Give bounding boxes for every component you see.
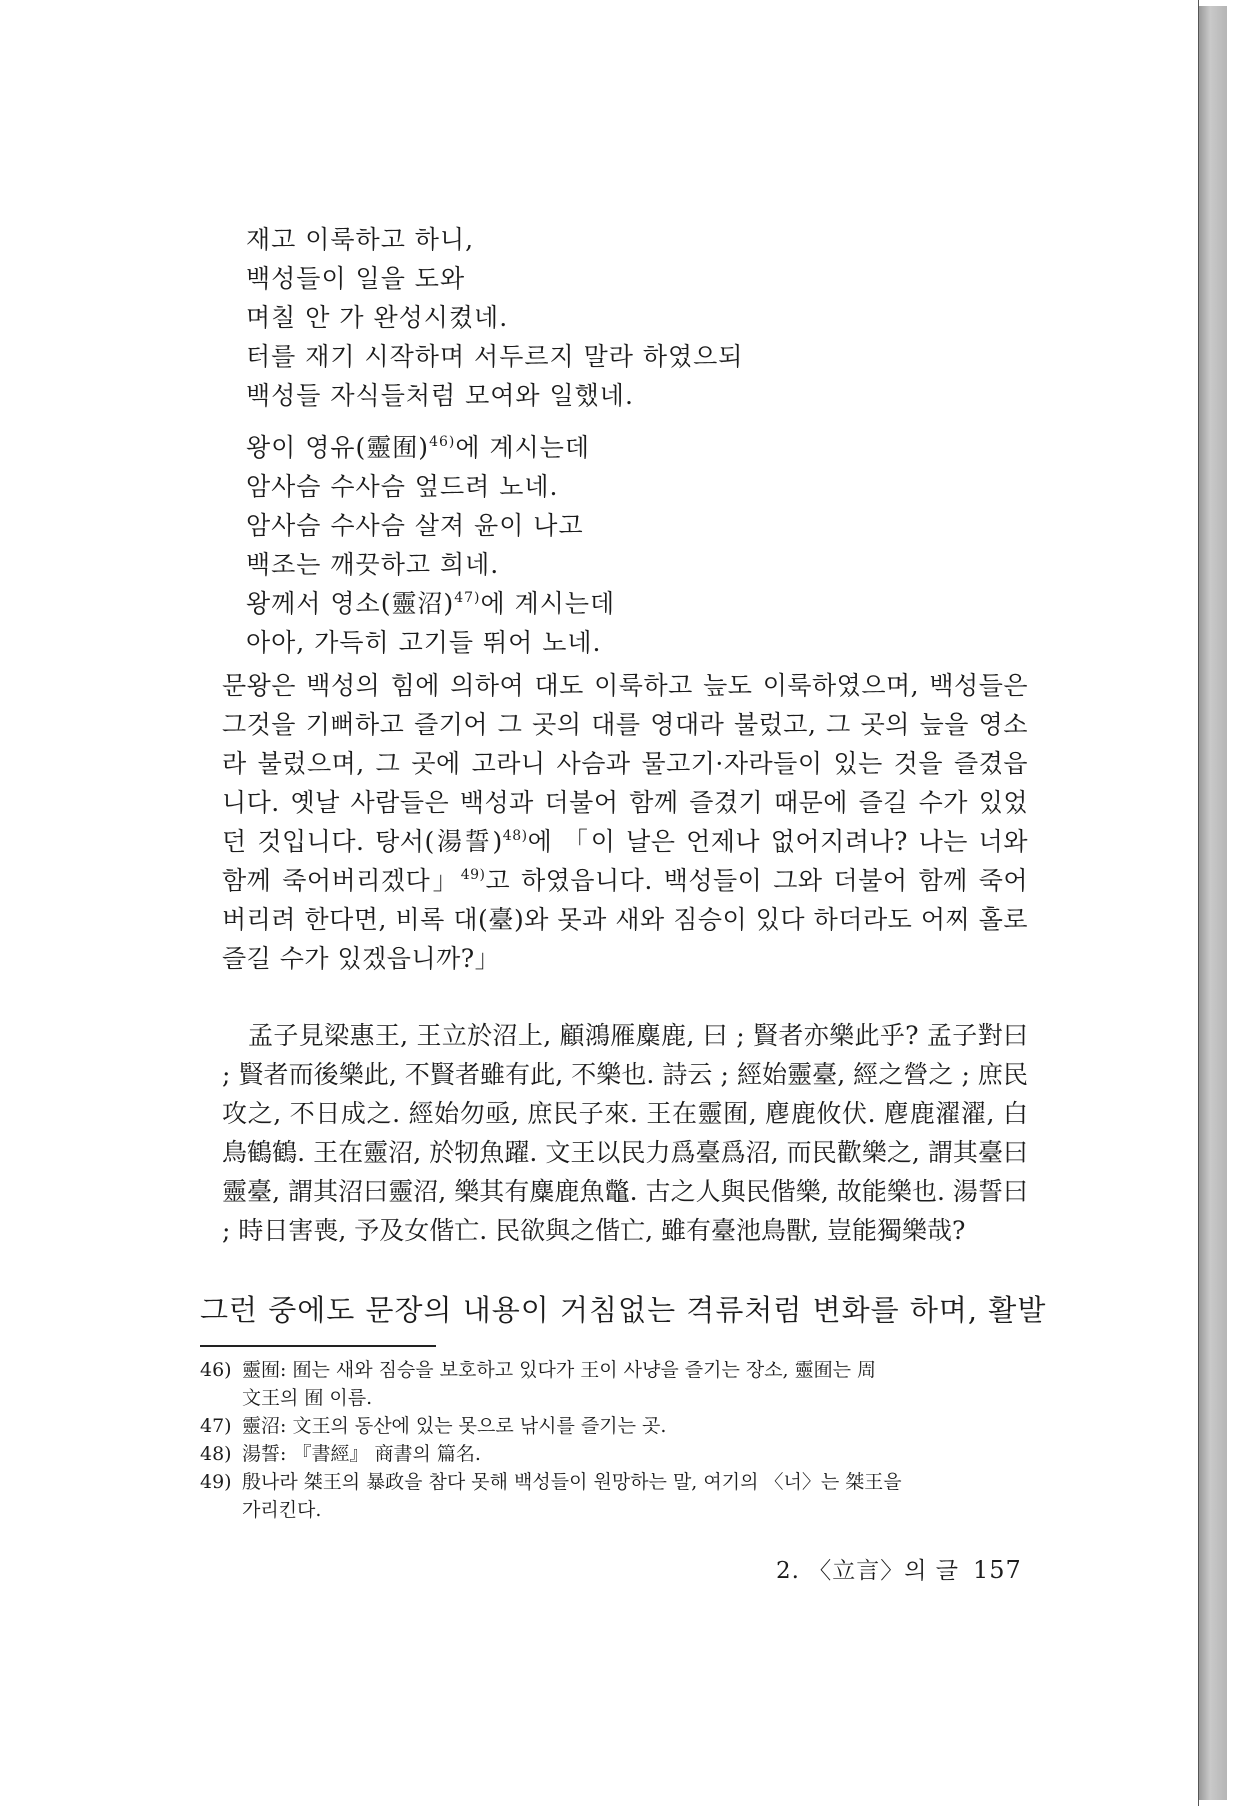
verse-line [246,584,615,623]
footnote-46 [200,1356,1028,1412]
footnote-49 [200,1468,1028,1524]
paragraph-text: 고 하였읍니다. 백성들이 그와 더불어 함께 죽어버리려 한다면, 비록 대(臺)와 못과 새와 짐승이 있다 하더라도 어찌 홀로 즐길 수가 있겠읍니까?」 [222,866,1028,973]
verse-text: 왕이 영유(靈囿) [246,433,430,462]
page-number: 157 [973,1556,1022,1584]
verse-text: 에 계시는데 [480,589,616,618]
verse-line: 백성들이 일을 도와 [246,264,466,293]
footnote-text: 湯誓: 『書經』 商書의 篇名. [242,1443,481,1465]
running-footer [776,1552,1022,1585]
footnote-text: 靈囿: 囿는 새와 짐승을 보호하고 있다가 王이 사냥을 즐기는 장소, 靈囿는 周 [242,1359,877,1381]
footnote-text-cont: 가리킨다. [242,1499,322,1521]
verse-line: 터를 재기 시작하며 서두르지 말라 하였으되 [246,342,744,371]
continuation-line: 그런 중에도 문장의 내용이 거침없는 격류처럼 변화를 하며, 활발 [200,1293,1047,1327]
verse-text: 백조는 깨끗하고 희네. [246,550,500,579]
verse-line: 백성들 자식들처럼 모여와 일했네. [246,381,634,410]
classical-chinese-passage [222,1016,1028,1250]
footnote-ref[interactable]: 49) [460,867,486,883]
footnote-number: 48) [200,1443,232,1465]
verse-block-2 [246,428,615,662]
verse-line [246,545,615,584]
footnote-48 [200,1440,1028,1468]
verse-line [246,506,615,545]
verse-line [246,623,615,662]
footnote-number: 47) [200,1415,232,1437]
footnote-ref[interactable]: 47) [454,590,481,606]
verse-text: 왕께서 영소(靈沼) [246,589,455,618]
verse-text: 암사슴 수사슴 엎드려 노네. [246,472,559,501]
verse-text: 암사슴 수사슴 살져 윤이 나고 [246,511,584,540]
footnote-47 [200,1412,1028,1440]
verse-block-1 [246,220,743,415]
verse-text: 아아, 가득히 고기들 뛰어 노네. [246,628,602,657]
chapter-title: 2. 〈立言〉의 글 [776,1558,960,1584]
footnote-number: 46) [200,1359,232,1381]
paragraph-text: 에 「이 날은 언제나 없어지려나? 나는 너와 함께 죽어버리겠다」 [222,827,1028,895]
footnote-ref[interactable]: 46) [429,434,456,450]
translation-paragraph [222,666,1028,978]
verse-line: 재고 이룩하고 하니, [246,225,475,254]
footnote-ref[interactable]: 48) [502,828,528,844]
footnote-number: 49) [200,1471,232,1493]
footnote-text: 殷나라 桀王의 暴政을 참다 못해 백성들이 원망하는 말, 여기의 〈너〉는 桀王을 [242,1471,902,1493]
footnote-divider [200,1345,436,1347]
classical-text: 孟子見梁惠王, 王立於沼上, 顧鴻雁麋鹿, 曰 ; 賢者亦樂此乎? 孟子對曰 ; 賢者而後樂此, 不賢者雖有此, 不樂也. 詩云 ; 經始靈臺, 經之營之 ; 庶民攻之, 不日成之. 經始勿亟, 庶民子來. 王在靈囿, 麀鹿攸伏. 麀鹿濯濯, 白鳥鶴鶴. 王在靈沼, 於牣魚躍. 文王以民力爲臺爲沼, 而民歡樂之, 謂其臺曰靈臺, 謂其沼曰靈沼, 樂其有麋鹿魚鼈. 古之人與民偕樂, 故能樂也. 湯誓曰 ; 時日害喪, 予及女偕亡. 民欲與之偕亡, 雖有臺池鳥獸, 豈能獨樂哉? [222,1021,1028,1245]
footnote-text: 靈沼: 文王의 동산에 있는 못으로 낚시를 즐기는 곳. [242,1415,667,1437]
book-edge-shadow [1198,6,1227,1800]
verse-line: 며칠 안 가 완성시켰네. [246,303,509,332]
verse-line [246,467,615,506]
verse-text: 에 계시는데 [455,433,591,462]
footnote-text-cont: 文王의 囿 이름. [242,1387,373,1409]
verse-line [246,428,615,467]
paragraph-text: 문왕은 백성의 힘에 의하여 대도 이룩하고 늪도 이룩하였으며, 백성들은 그것을 기뻐하고 즐기어 그 곳의 대를 영대라 불렀고, 그 곳의 늪을 영소라 불렀으며, 그 곳에 고라니 사슴과 물고기·자라들이 있는 것을 즐겼읍니다. 옛날 사람들은 백성과 더불어 함께 즐겼기 때문에 즐길 수가 있었던 것입니다. 탕서(湯誓) [222,671,1028,856]
footnotes [200,1356,1028,1524]
